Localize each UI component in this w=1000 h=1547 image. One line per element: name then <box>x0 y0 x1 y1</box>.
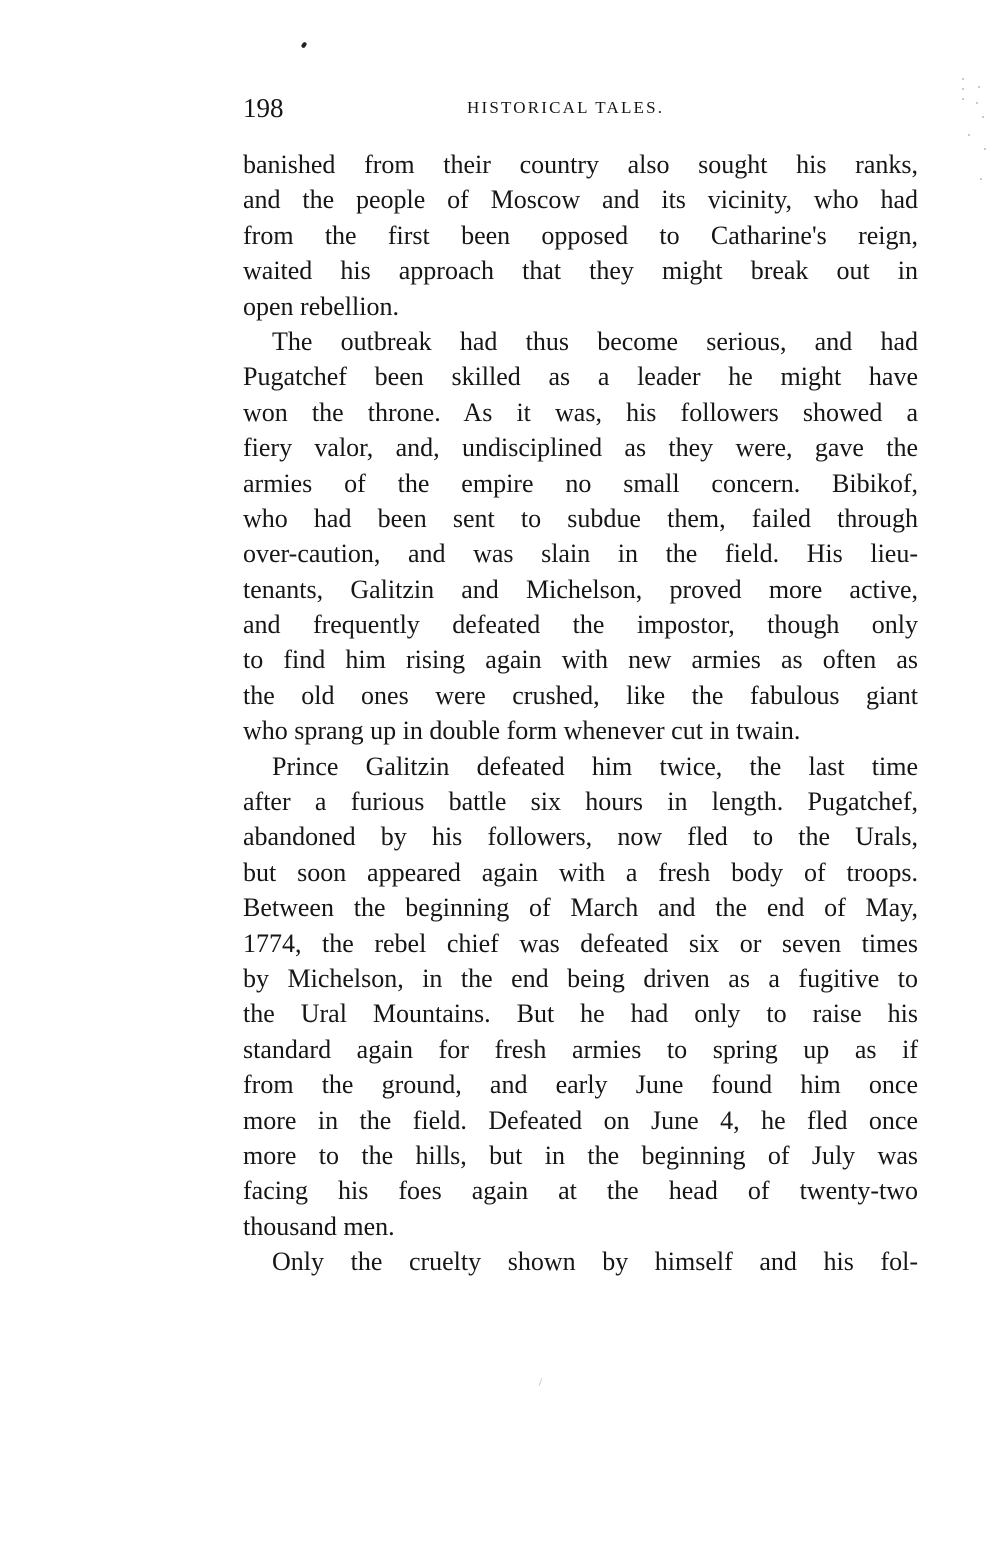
text-line: who sprang up in double form whenever cut in twain. <box>243 716 801 746</box>
text-line: the Ural Mountains. But he had only to raise his <box>243 999 918 1029</box>
text-line: by Michelson, in the end being driven as a fugitive to <box>243 963 918 993</box>
text-line: facing his foes again at the head of twenty-two <box>243 1176 918 1206</box>
text-line: more to the hills, but in the beginning of July was <box>243 1140 918 1170</box>
text-line: to find him rising again with new armies as often as <box>243 645 918 675</box>
text-line: from the ground, and early June found him once <box>243 1070 918 1100</box>
text-line: waited his approach that they might break out in <box>243 256 918 286</box>
margin-marks <box>958 78 988 198</box>
page-number: 198 <box>243 93 284 123</box>
text-line: Only the cruelty shown by himself and his fol- <box>272 1247 918 1277</box>
text-line: The outbreak had thus become serious, and had <box>272 326 918 356</box>
text-line: Pugatchef been skilled as a leader he might have <box>243 362 918 392</box>
text-line: and frequently defeated the impostor, though only <box>243 610 918 640</box>
text-line: thousand men. <box>243 1211 395 1241</box>
text-line: who had been sent to subdue them, failed through <box>243 503 918 533</box>
text-line: but soon appeared again with a fresh body of troops. <box>243 857 918 887</box>
stray-mark <box>539 1378 543 1386</box>
text-line: more in the field. Defeated on June 4, he fled once <box>243 1105 918 1135</box>
text-line: after a furious battle six hours in length. Pugatchef, <box>243 787 918 817</box>
text-line: the old ones were crushed, like the fabulous giant <box>243 680 918 710</box>
page-header <box>243 92 918 124</box>
text-line: over-caution, and was slain in the field. His lieu- <box>243 539 918 569</box>
text-line: abandoned by his followers, now fled to the Urals, <box>243 822 918 852</box>
text-line: fiery valor, and, undisciplined as they were, gave the <box>243 433 918 463</box>
text-line: armies of the empire no small concern. Bibikof, <box>243 468 918 498</box>
text-line: open rebellion. <box>243 291 399 321</box>
text-line: from the first been opposed to Catharine's reign, <box>243 220 918 250</box>
ink-speck <box>301 41 308 48</box>
text-line: tenants, Galitzin and Michelson, proved more active, <box>243 574 918 604</box>
text-line: standard again for fresh armies to spring up as if <box>243 1034 918 1064</box>
text-line: won the throne. As it was, his followers showed a <box>243 397 918 427</box>
body-text <box>243 147 918 1280</box>
text-line: banished from their country also sought his ranks, <box>243 150 918 179</box>
text-line: and the people of Moscow and its vicinity, who had <box>243 185 918 215</box>
running-head: HISTORICAL TALES. <box>467 98 665 117</box>
text-line: Between the beginning of March and the end of May, <box>243 893 918 923</box>
text-line: 1774, the rebel chief was defeated six or seven times <box>243 928 918 958</box>
text-line: Prince Galitzin defeated him twice, the last time <box>272 751 918 781</box>
